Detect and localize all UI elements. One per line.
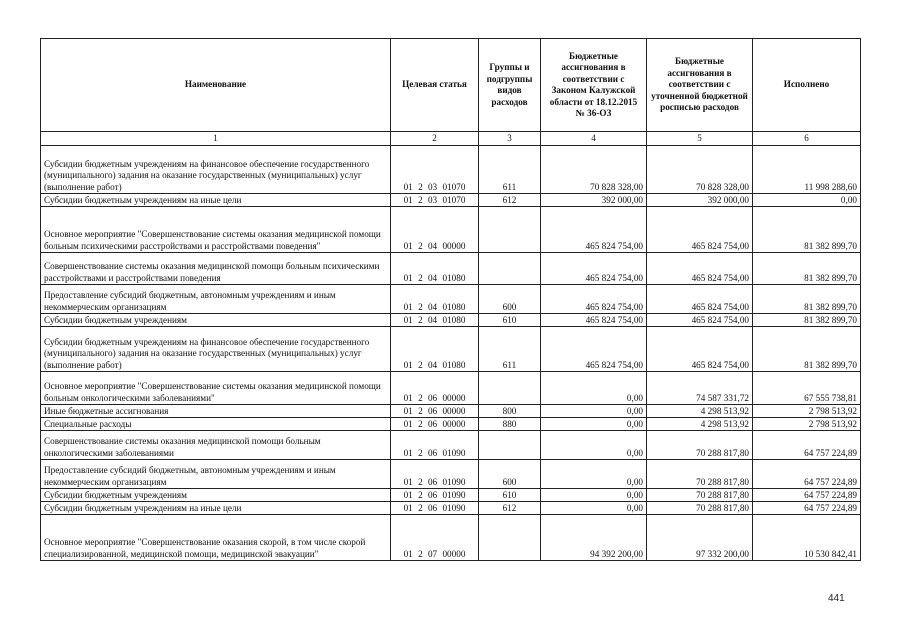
- row-target-article: 01 2 03 01070: [391, 194, 479, 207]
- row-target-article: 01 2 06 01090: [391, 431, 479, 460]
- row-name: Субсидии бюджетным учреждениям на иные цели: [41, 502, 391, 515]
- row-expense-group: 612: [479, 502, 541, 515]
- row-expense-group: 610: [479, 489, 541, 502]
- row-law-amount: 94 392 200,00: [541, 515, 647, 561]
- row-law-amount: 465 824 754,00: [541, 253, 647, 285]
- row-target-article: 01 2 04 01080: [391, 314, 479, 327]
- row-target-article: 01 2 04 01080: [391, 285, 479, 314]
- row-law-amount: 0,00: [541, 372, 647, 405]
- row-executed-amount: 81 382 899,70: [753, 327, 861, 372]
- row-refined-amount: 70 288 817,80: [647, 460, 753, 489]
- row-target-article: 01 2 06 01090: [391, 489, 479, 502]
- row-name: Иные бюджетные ассигнования: [41, 405, 391, 418]
- row-executed-amount: 64 757 224,89: [753, 460, 861, 489]
- row-expense-group: 612: [479, 194, 541, 207]
- page-number: 441: [828, 593, 845, 604]
- row-law-amount: 0,00: [541, 405, 647, 418]
- table-row: [41, 489, 861, 502]
- row-target-article: 01 2 06 00000: [391, 418, 479, 431]
- row-expense-group: [479, 253, 541, 285]
- header-name: Наименование: [41, 39, 391, 132]
- row-refined-amount: 70 288 817,80: [647, 489, 753, 502]
- row-expense-group: 600: [479, 285, 541, 314]
- column-number: 3: [479, 132, 541, 146]
- header-executed: Исполнено: [753, 39, 861, 132]
- row-executed-amount: 81 382 899,70: [753, 285, 861, 314]
- row-target-article: 01 2 04 01080: [391, 327, 479, 372]
- row-refined-amount: 97 332 200,00: [647, 515, 753, 561]
- row-refined-amount: 465 824 754,00: [647, 327, 753, 372]
- row-executed-amount: 0,00: [753, 194, 861, 207]
- row-expense-group: 610: [479, 314, 541, 327]
- table-row: [41, 207, 861, 253]
- row-refined-amount: 465 824 754,00: [647, 285, 753, 314]
- column-number-row: [41, 132, 861, 146]
- row-name: Субсидии бюджетным учреждениям: [41, 489, 391, 502]
- table-row: [41, 194, 861, 207]
- row-law-amount: 465 824 754,00: [541, 285, 647, 314]
- row-law-amount: 465 824 754,00: [541, 327, 647, 372]
- row-name: Совершенствование системы оказания медицинской помощи больным онкологическими заболеваниями: [41, 431, 391, 460]
- row-refined-amount: 392 000,00: [647, 194, 753, 207]
- row-refined-amount: 70 828 328,00: [647, 146, 753, 194]
- row-law-amount: 0,00: [541, 460, 647, 489]
- row-executed-amount: 81 382 899,70: [753, 314, 861, 327]
- row-target-article: 01 2 04 01080: [391, 253, 479, 285]
- row-executed-amount: 64 757 224,89: [753, 489, 861, 502]
- row-law-amount: 0,00: [541, 418, 647, 431]
- table-row: [41, 405, 861, 418]
- row-expense-group: 880: [479, 418, 541, 431]
- row-refined-amount: 4 298 513,92: [647, 418, 753, 431]
- row-name: Основное мероприятие "Совершенствование системы оказания медицинской помощи больным онкологическими заболеваниями": [41, 372, 391, 405]
- row-refined-amount: 465 824 754,00: [647, 314, 753, 327]
- row-executed-amount: 67 555 738,81: [753, 372, 861, 405]
- row-name: Специальные расходы: [41, 418, 391, 431]
- column-number: 4: [541, 132, 647, 146]
- row-refined-amount: 4 298 513,92: [647, 405, 753, 418]
- table-row: [41, 314, 861, 327]
- header-expense-groups: Группы и подгруппы видов расходов: [479, 39, 541, 132]
- column-number: 6: [753, 132, 861, 146]
- row-name: Основное мероприятие "Совершенствование системы оказания медицинской помощи больным психическими расстройствами и расстройствами поведения": [41, 207, 391, 253]
- row-refined-amount: 465 824 754,00: [647, 207, 753, 253]
- table-row: [41, 515, 861, 561]
- row-refined-amount: 70 288 817,80: [647, 502, 753, 515]
- row-law-amount: 392 000,00: [541, 194, 647, 207]
- row-executed-amount: 11 998 288,60: [753, 146, 861, 194]
- table-row: [41, 146, 861, 194]
- row-expense-group: 800: [479, 405, 541, 418]
- table-row: [41, 418, 861, 431]
- table-row: [41, 502, 861, 515]
- row-law-amount: 465 824 754,00: [541, 207, 647, 253]
- row-name: Субсидии бюджетным учреждениям на иные цели: [41, 194, 391, 207]
- table-header-row: [41, 39, 861, 132]
- row-law-amount: 465 824 754,00: [541, 314, 647, 327]
- row-expense-group: 611: [479, 327, 541, 372]
- row-name: Субсидии бюджетным учреждениям: [41, 314, 391, 327]
- table-row: [41, 285, 861, 314]
- row-name: Субсидии бюджетным учреждениям на финансовое обеспечение государственного (муниципального) задания на оказание государственных (муниципальных) услуг (выполнение работ): [41, 327, 391, 372]
- row-refined-amount: 70 288 817,80: [647, 431, 753, 460]
- header-refined-allocations: Бюджетные ассигнования в соответствии с уточненной бюджетной росписью расходов: [647, 39, 753, 132]
- row-law-amount: 0,00: [541, 431, 647, 460]
- row-target-article: 01 2 06 00000: [391, 405, 479, 418]
- header-target-article: Целевая статья: [391, 39, 479, 132]
- row-law-amount: 70 828 328,00: [541, 146, 647, 194]
- row-target-article: 01 2 06 01090: [391, 502, 479, 515]
- table-row: [41, 372, 861, 405]
- column-number: 2: [391, 132, 479, 146]
- row-expense-group: [479, 207, 541, 253]
- row-executed-amount: 81 382 899,70: [753, 207, 861, 253]
- row-refined-amount: 74 587 331,72: [647, 372, 753, 405]
- row-refined-amount: 465 824 754,00: [647, 253, 753, 285]
- row-executed-amount: 81 382 899,70: [753, 253, 861, 285]
- row-expense-group: 611: [479, 146, 541, 194]
- row-target-article: 01 2 04 00000: [391, 207, 479, 253]
- row-expense-group: [479, 431, 541, 460]
- table-row: [41, 327, 861, 372]
- row-name: Предоставление субсидий бюджетным, автономным учреждениям и иным некоммерческим организациям: [41, 285, 391, 314]
- column-number: 5: [647, 132, 753, 146]
- row-name: Основное мероприятие "Совершенствование оказания скорой, в том числе скорой специализированной, медицинской помощи, медицинской эвакуации": [41, 515, 391, 561]
- row-name: Субсидии бюджетным учреждениям на финансовое обеспечение государственного (муниципального) задания на оказание государственных (муниципальных) услуг (выполнение работ): [41, 146, 391, 194]
- budget-table: [40, 38, 861, 561]
- row-target-article: 01 2 06 00000: [391, 372, 479, 405]
- row-executed-amount: 10 530 842,41: [753, 515, 861, 561]
- row-executed-amount: 2 798 513,92: [753, 405, 861, 418]
- row-law-amount: 0,00: [541, 502, 647, 515]
- row-target-article: 01 2 07 00000: [391, 515, 479, 561]
- row-name: Совершенствование системы оказания медицинской помощи больным психическими расстройствами и расстройствами поведения: [41, 253, 391, 285]
- row-target-article: 01 2 03 01070: [391, 146, 479, 194]
- table-row: [41, 431, 861, 460]
- row-executed-amount: 64 757 224,89: [753, 431, 861, 460]
- row-expense-group: 600: [479, 460, 541, 489]
- table-row: [41, 460, 861, 489]
- row-name: Предоставление субсидий бюджетным, автономным учреждениям и иным некоммерческим организациям: [41, 460, 391, 489]
- header-law-allocations: Бюджетные ассигнования в соответствии с Законом Калужской области от 18.12.2015 № 36-ОЗ: [541, 39, 647, 132]
- row-executed-amount: 64 757 224,89: [753, 502, 861, 515]
- table-row: [41, 253, 861, 285]
- column-number: 1: [41, 132, 391, 146]
- row-expense-group: [479, 515, 541, 561]
- row-executed-amount: 2 798 513,92: [753, 418, 861, 431]
- row-expense-group: [479, 372, 541, 405]
- row-law-amount: 0,00: [541, 489, 647, 502]
- row-target-article: 01 2 06 01090: [391, 460, 479, 489]
